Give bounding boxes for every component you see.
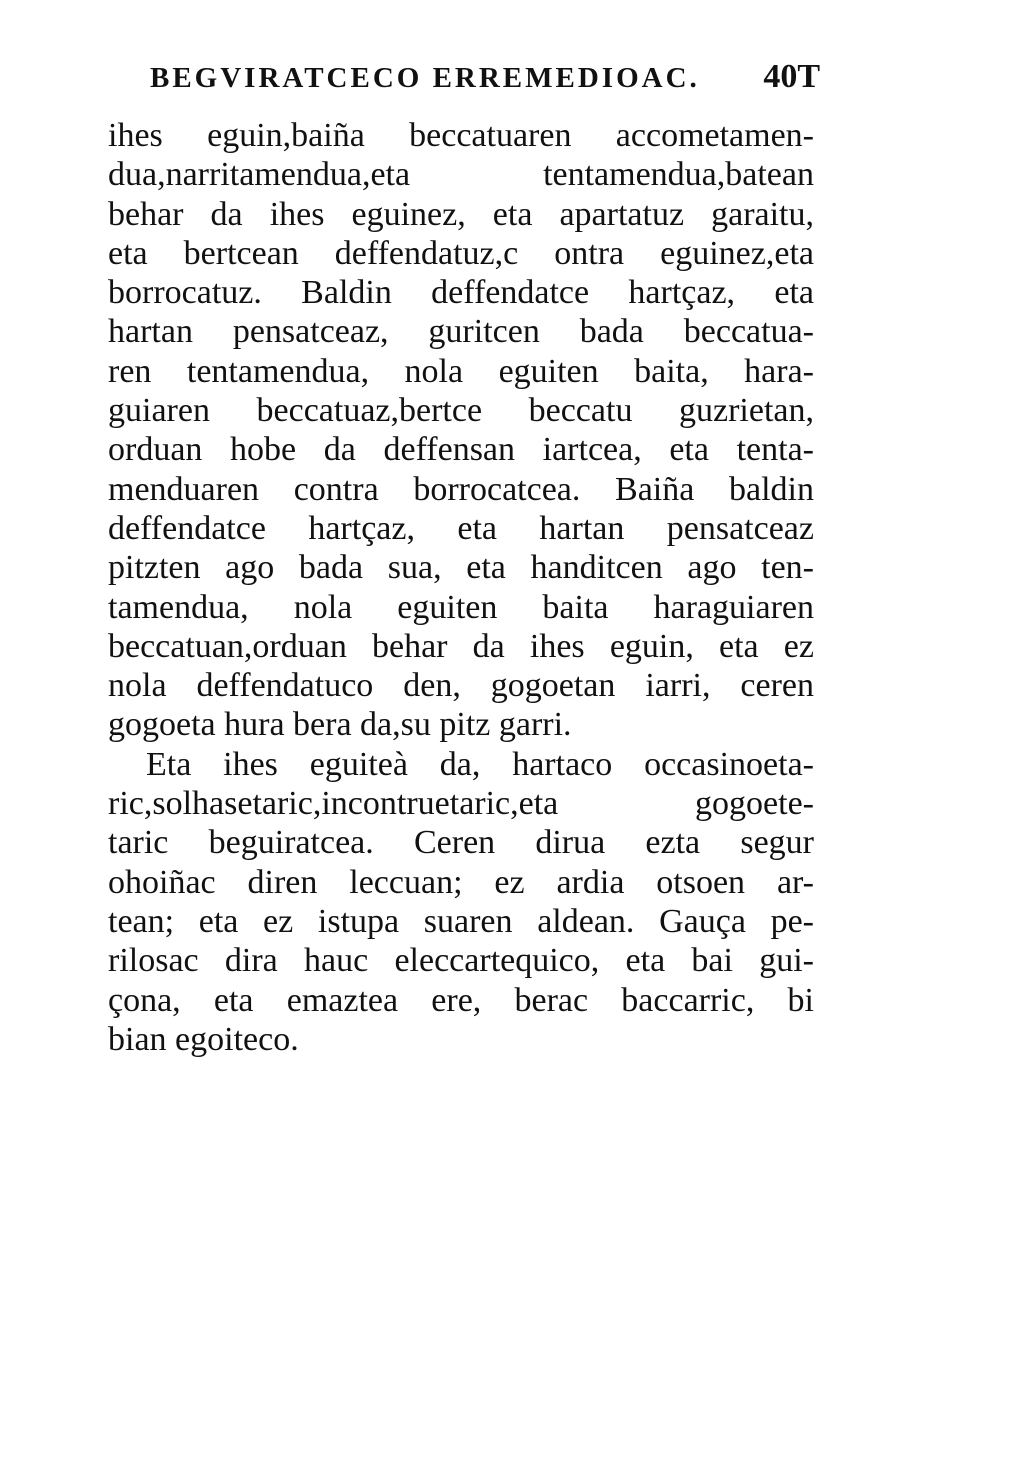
text-line: eta bertcean deffendatuz,c ontra eguinez,eta — [108, 234, 814, 272]
running-head-title: BEGVIRATCECO ERREMEDIOAC. — [150, 62, 700, 94]
text-line: taric beguiratcea. Ceren dirua ezta segur — [108, 824, 814, 862]
text-line: orduan hobe da deffensan iartcea, eta tenta- — [108, 431, 814, 469]
page-number: 40T — [763, 58, 820, 95]
text-line: Eta ihes eguiteà da, hartaco occasinoeta- — [146, 745, 814, 783]
text-line: tean; eta ez istupa suaren aldean. Gauça pe- — [108, 902, 814, 940]
paragraph-1 — [108, 116, 814, 745]
body-text — [108, 116, 814, 1059]
running-head — [150, 58, 820, 102]
text-line: deffendatce hartçaz, eta hartan pensatceaz — [108, 509, 814, 547]
text-line: hartan pensatceaz, guritcen bada beccatua- — [108, 313, 814, 351]
text-line: gogoeta hura bera da,su pitz garri. — [108, 706, 572, 744]
text-line: bian egoiteco. — [108, 1020, 299, 1058]
text-line: pitzten ago bada sua, eta handitcen ago ten- — [108, 549, 814, 587]
text-line: ihes eguin,baiña beccatuaren accometamen- — [108, 117, 814, 154]
text-line: rilosac dira hauc eleccartequico, eta bai gui- — [108, 942, 814, 980]
text-line: menduaren contra borrocatcea. Baiña baldin — [108, 470, 814, 508]
text-line: tamendua, nola eguiten baita haraguiaren — [108, 588, 814, 626]
text-line: beccatuan,orduan behar da ihes eguin, eta ez — [108, 627, 814, 665]
text-line: guiaren beccatuaz,bertce beccatu guzrietan, — [108, 392, 814, 430]
text-line: ohoiñac diren leccuan; ez ardia otsoen ar- — [108, 863, 814, 901]
text-line: nola deffendatuco den, gogoetan iarri, ceren — [108, 667, 814, 705]
text-line: borrocatuz. Baldin deffendatce hartçaz, eta — [108, 274, 814, 312]
text-line: behar da ihes eguinez, eta apartatuz garaitu, — [108, 195, 814, 233]
text-line: ren tentamendua, nola eguiten baita, hara- — [108, 352, 814, 390]
text-line: ric,solhasetaric,incontruetaric,eta gogoete- — [108, 785, 814, 823]
text-line: çona, eta emaztea ere, berac baccarric, bi — [108, 981, 814, 1019]
paragraph-2 — [108, 745, 814, 1059]
text-line: dua,narritamendua,eta tentamendua,batean — [108, 156, 814, 194]
